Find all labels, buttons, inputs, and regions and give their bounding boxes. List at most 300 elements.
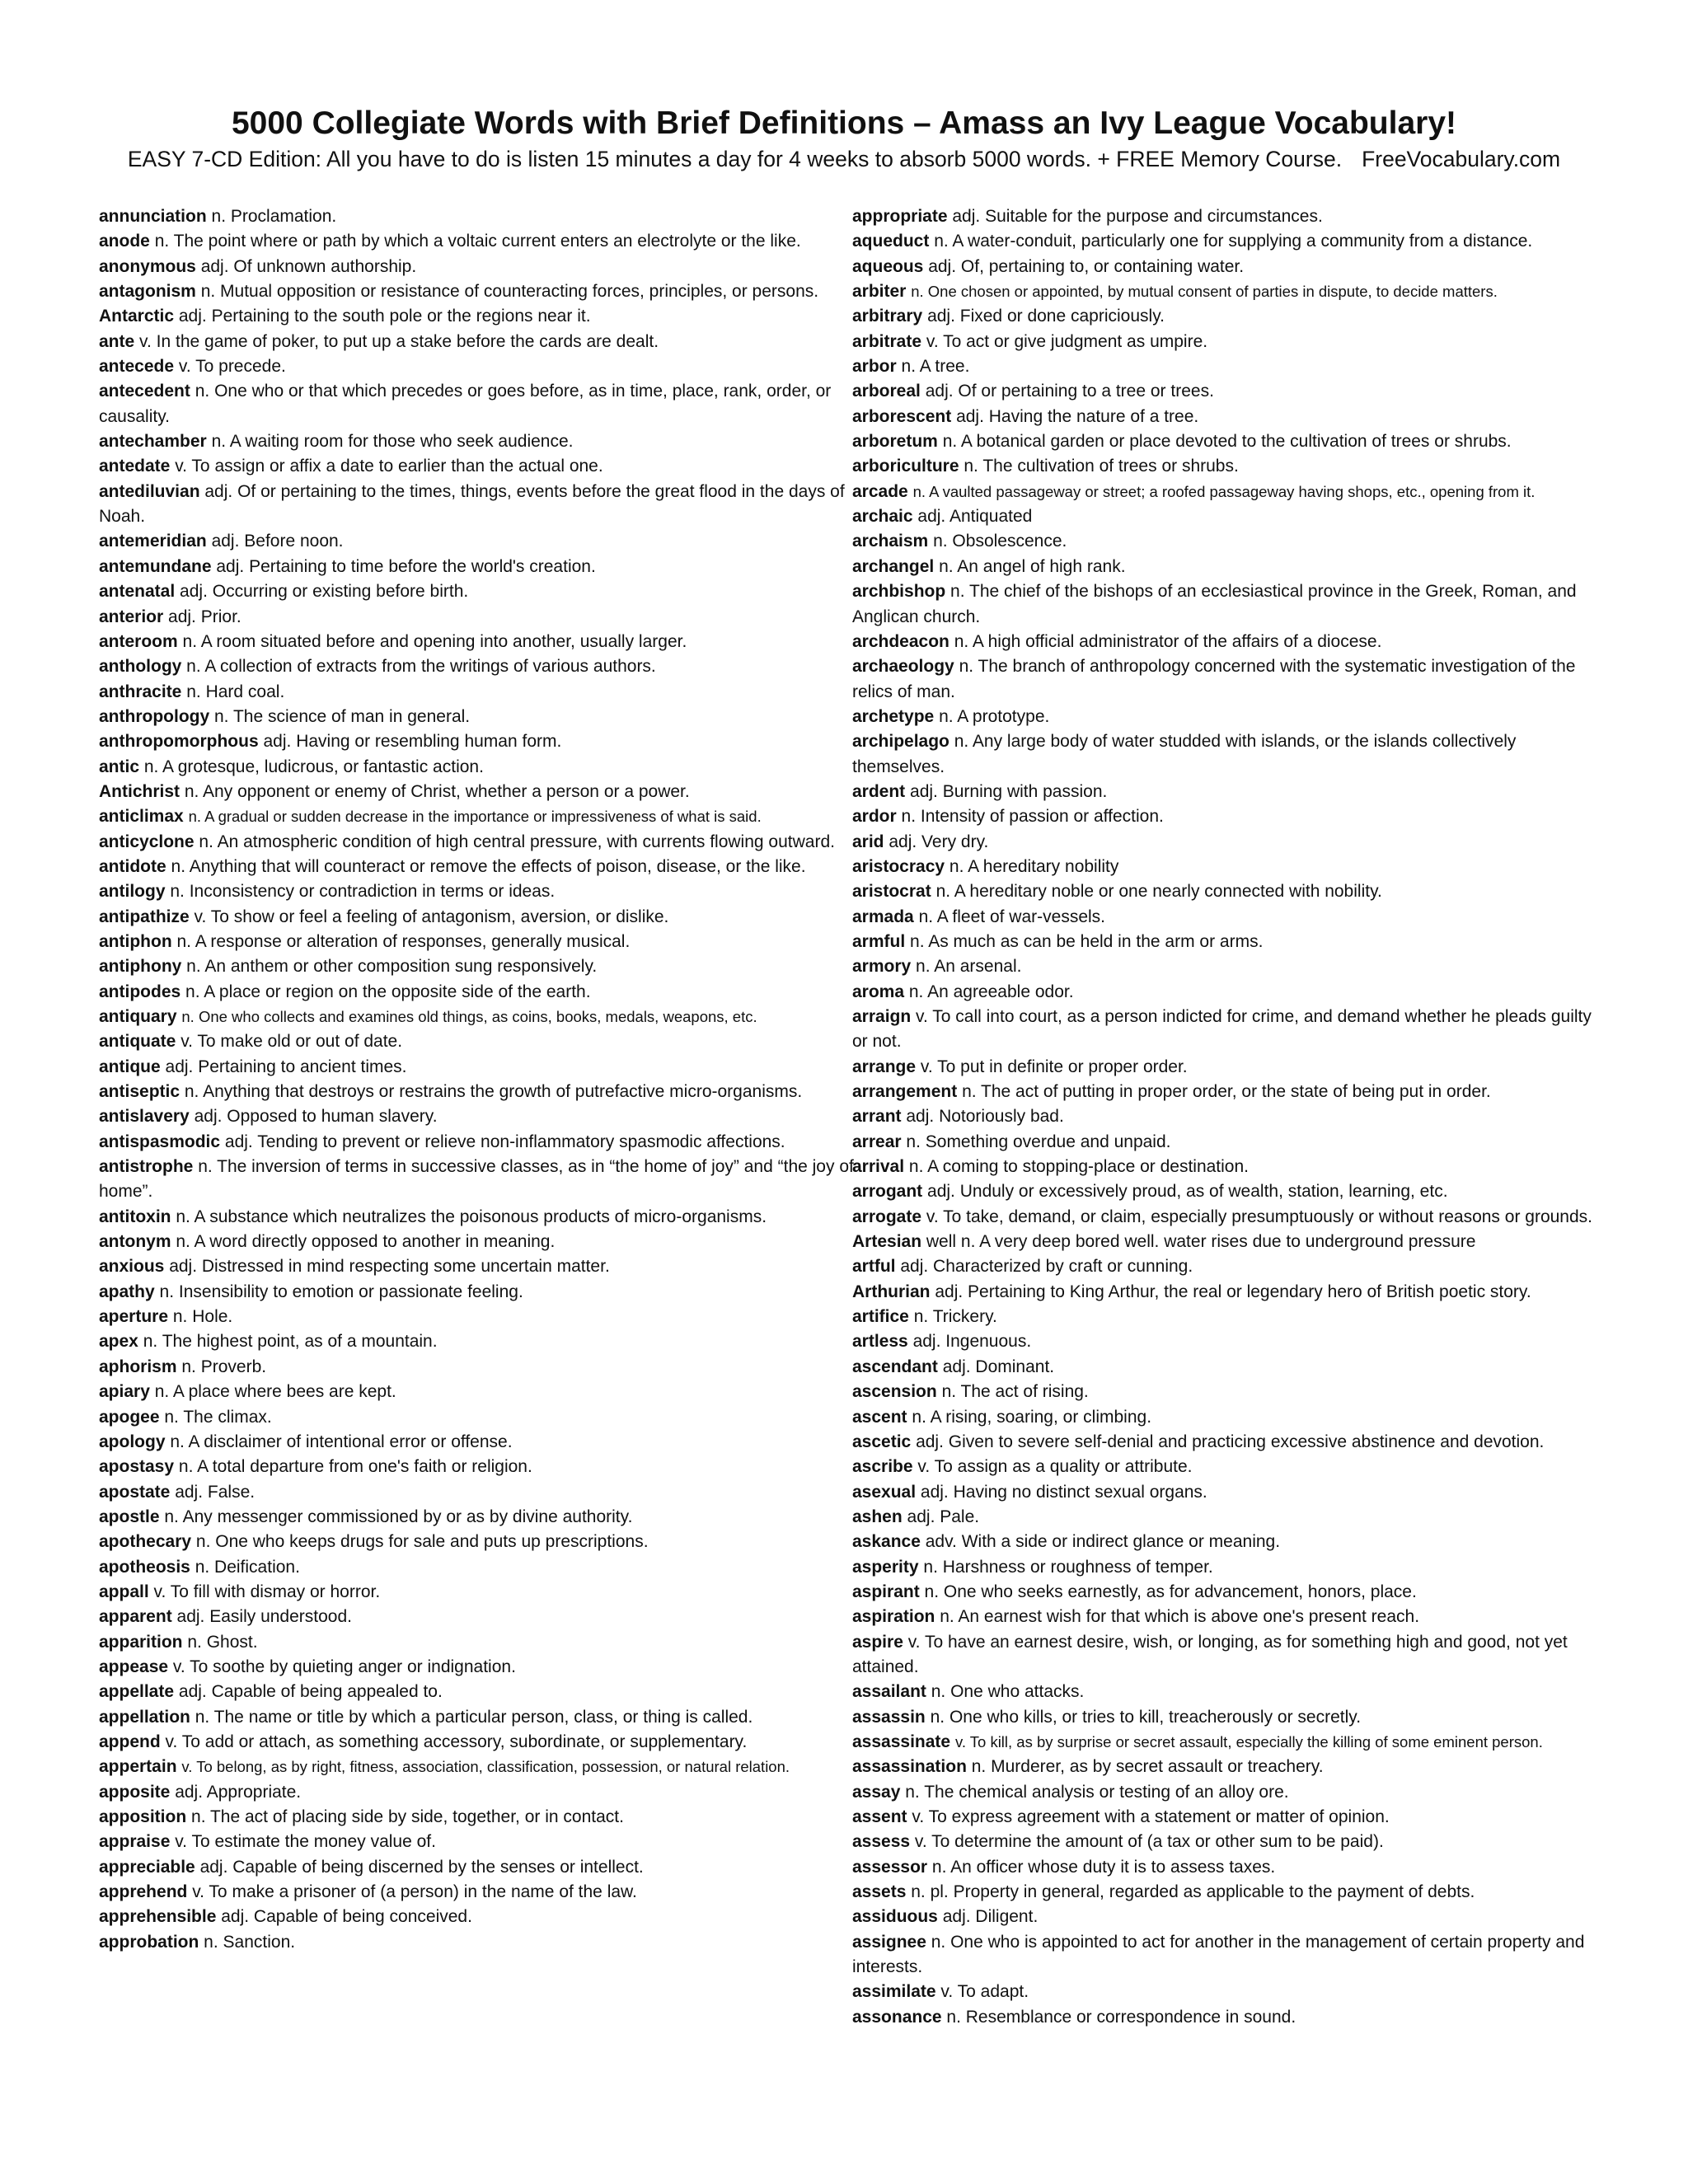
- entry-word: ascendant: [852, 1357, 938, 1376]
- dictionary-entry: [852, 1305, 1594, 1329]
- dictionary-entry: [99, 830, 865, 855]
- entry-word: arborescent: [852, 406, 952, 426]
- dictionary-entry: [852, 1580, 1594, 1605]
- entry-word: ashen: [852, 1507, 903, 1526]
- dictionary-entry: [99, 529, 865, 554]
- entry-definition: n. The inversion of terms in successive classes, as in “the home of joy” and “the joy of home”.: [99, 1157, 854, 1202]
- entry-word: apparent: [99, 1607, 172, 1627]
- entry-word: apprehensible: [99, 1907, 217, 1927]
- entry-definition: adj. Distressed in mind respecting some uncertain matter.: [169, 1257, 610, 1277]
- entry-definition: n. The science of man in general.: [214, 706, 471, 726]
- entry-definition: n. The act of rising.: [941, 1382, 1089, 1402]
- entry-word: appall: [99, 1582, 149, 1601]
- entry-word: ante: [99, 331, 135, 351]
- entry-word: antediluvian: [99, 481, 200, 501]
- entry-word: aspiration: [852, 1607, 935, 1627]
- dictionary-entry: [852, 1905, 1594, 1929]
- entry-definition: n. Sanction.: [204, 1932, 296, 1952]
- entry-word: antemeridian: [99, 532, 207, 551]
- dictionary-entry: [852, 354, 1594, 379]
- entry-word: antiseptic: [99, 1082, 181, 1102]
- dictionary-entry: [99, 379, 865, 429]
- entry-word: arboretum: [852, 432, 938, 452]
- entry-word: apostasy: [99, 1457, 175, 1477]
- dictionary-entry: [99, 1530, 865, 1554]
- entry-definition: n. A word directly opposed to another in meaning.: [176, 1232, 556, 1252]
- entry-word: arrogant: [852, 1182, 923, 1202]
- entry-definition: n. A tree.: [901, 357, 970, 377]
- entry-definition: n. Any large body of water studded with islands, or the islands collectively themselves.: [852, 732, 1517, 776]
- dictionary-entry: [99, 1680, 865, 1704]
- entry-word: assess: [852, 1832, 911, 1852]
- entry-definition: well n. A very deep bored well. water rises due to underground pressure: [926, 1232, 1476, 1252]
- entry-definition: n. A prototype.: [939, 706, 1050, 726]
- entry-definition: v. To make old or out of date.: [181, 1032, 403, 1052]
- entry-definition: n. A rising, soaring, or climbing.: [912, 1407, 1152, 1427]
- entry-word: antique: [99, 1057, 161, 1076]
- dictionary-entry: [852, 830, 1594, 855]
- dictionary-entry: [99, 579, 865, 604]
- entry-word: anteroom: [99, 631, 178, 651]
- dictionary-entry: [99, 1855, 865, 1880]
- entry-definition: adj. Pertaining to ancient times.: [165, 1057, 407, 1076]
- dictionary-entry: [99, 354, 865, 379]
- entry-word: apposite: [99, 1782, 171, 1802]
- dictionary-entry: [852, 1930, 1594, 1980]
- dictionary-entry: [99, 1555, 865, 1580]
- entry-word: asperity: [852, 1557, 919, 1577]
- entry-definition: n. A grotesque, ludicrous, or fantastic action.: [143, 757, 484, 776]
- dictionary-entry: [852, 1680, 1594, 1704]
- dictionary-entry: [99, 1905, 865, 1929]
- dictionary-entry: [852, 1230, 1594, 1254]
- dictionary-entry: [99, 229, 865, 254]
- entry-word: archaeology: [852, 657, 954, 677]
- entry-definition: adj. Pale.: [907, 1507, 980, 1526]
- entry-word: antecede: [99, 357, 175, 377]
- dictionary-entry: [852, 1730, 1594, 1755]
- entry-word: archbishop: [852, 582, 946, 602]
- entry-word: aperture: [99, 1307, 169, 1327]
- dictionary-entry: [99, 729, 865, 754]
- entry-word: antitoxin: [99, 1207, 171, 1226]
- entry-definition: n. A substance which neutralizes the poisonous products of micro-organisms.: [176, 1207, 767, 1226]
- dictionary-entry: [99, 680, 865, 705]
- entry-word: antedate: [99, 457, 171, 476]
- entry-word: antislavery: [99, 1107, 190, 1127]
- entry-word: aristocrat: [852, 882, 931, 902]
- entry-word: anticyclone: [99, 832, 195, 851]
- dictionary-entry: [99, 1455, 865, 1479]
- entry-definition: v. To make a prisoner of (a person) in the name of the law.: [192, 1882, 637, 1902]
- dictionary-entry: [99, 1655, 865, 1680]
- entry-definition: n. Hard coal.: [186, 682, 285, 701]
- entry-word: assonance: [852, 2007, 942, 2027]
- entry-word: anthropology: [99, 706, 210, 726]
- entry-definition: n. A place or region on the opposite side of the earth.: [185, 982, 591, 1001]
- dictionary-entry: [852, 1980, 1594, 2004]
- dictionary-entry: [852, 1880, 1594, 1905]
- dictionary-entry: [852, 980, 1594, 1005]
- entry-definition: v. To assign or affix a date to earlier than the actual one.: [175, 457, 603, 476]
- entry-word: apostate: [99, 1482, 171, 1502]
- entry-word: Artesian: [852, 1232, 922, 1252]
- dictionary-entry: [852, 1405, 1594, 1430]
- entry-word: arbitrary: [852, 307, 923, 326]
- entry-definition: n. One who or that which precedes or goes before, as in time, place, rank, order, or causality.: [99, 382, 832, 426]
- entry-word: apposition: [99, 1807, 187, 1826]
- entry-definition: n. One chosen or appointed, by mutual consent of parties in dispute, to decide matters.: [911, 283, 1498, 301]
- dictionary-entry: [852, 1005, 1594, 1055]
- entry-word: armful: [852, 931, 906, 951]
- entry-definition: n. A botanical garden or place devoted to the cultivation of trees or shrubs.: [942, 432, 1512, 452]
- entry-word: assassinate: [852, 1732, 951, 1751]
- entry-definition: n. An anthem or other composition sung responsively.: [186, 957, 598, 977]
- entry-definition: adj. Of unknown authorship.: [200, 256, 417, 276]
- dictionary-entry: [99, 279, 865, 304]
- entry-word: append: [99, 1732, 161, 1751]
- dictionary-entry: [852, 905, 1594, 930]
- entry-definition: n. Mutual opposition or resistance of counteracting forces, principles, or persons.: [200, 282, 819, 302]
- dictionary-entry: [99, 1755, 865, 1779]
- dictionary-entry: [852, 330, 1594, 354]
- entry-definition: n. A room situated before and opening into another, usually larger.: [182, 631, 687, 651]
- entry-definition: n. Harshness or roughness of temper.: [923, 1557, 1213, 1577]
- entry-definition: n. Obsolescence.: [933, 532, 1067, 551]
- dictionary-entry: [852, 1755, 1594, 1779]
- entry-definition: n. A hereditary noble or one nearly connected with nobility.: [935, 882, 1382, 902]
- dictionary-entry: [99, 1580, 865, 1605]
- dictionary-entry: [852, 630, 1594, 654]
- dictionary-entry: [99, 954, 865, 979]
- entry-definition: adj. False.: [175, 1482, 256, 1502]
- dictionary-entry: [852, 1455, 1594, 1479]
- entry-definition: n. An earnest wish for that which is above one's present reach.: [940, 1607, 1420, 1627]
- entry-definition: n. A total departure from one's faith or religion.: [178, 1457, 532, 1477]
- dictionary-entry: [852, 1555, 1594, 1580]
- entry-definition: n. One who collects and examines old things, as coins, books, medals, weapons, etc.: [181, 1008, 757, 1025]
- entry-word: assimilate: [852, 1982, 936, 2002]
- dictionary-entry: [99, 1880, 865, 1905]
- entry-definition: n. A high official administrator of the affairs of a diocese.: [954, 631, 1382, 651]
- entry-definition: v. To adapt.: [940, 1982, 1029, 2002]
- entry-word: apotheosis: [99, 1557, 190, 1577]
- dictionary-entry: [852, 1855, 1594, 1880]
- dictionary-entry: [852, 529, 1594, 554]
- dictionary-entry: [99, 780, 865, 804]
- entry-word: antecedent: [99, 382, 190, 401]
- entry-word: arrear: [852, 1132, 902, 1151]
- dictionary-entry: [852, 1179, 1594, 1204]
- entry-word: antemundane: [99, 556, 212, 576]
- entry-word: assignee: [852, 1932, 926, 1952]
- entry-word: apparition: [99, 1632, 183, 1652]
- entry-word: apprehend: [99, 1882, 188, 1902]
- entry-word: apathy: [99, 1282, 155, 1301]
- entry-word: ascribe: [852, 1457, 913, 1477]
- dictionary-entry: [852, 1805, 1594, 1830]
- entry-definition: adj. Unduly or excessively proud, as of wealth, station, learning, etc.: [927, 1182, 1448, 1202]
- entry-word: antispasmodic: [99, 1132, 221, 1151]
- entry-word: apology: [99, 1432, 166, 1451]
- dictionary-entry: [852, 954, 1594, 979]
- dictionary-entry: [852, 1080, 1594, 1104]
- entry-word: antiquary: [99, 1007, 177, 1026]
- entry-definition: v. To soothe by quieting anger or indignation.: [172, 1657, 516, 1676]
- entry-definition: v. To add or attach, as something accessory, subordinate, or supplementary.: [165, 1732, 748, 1751]
- entry-word: anticlimax: [99, 807, 184, 827]
- entry-word: apex: [99, 1332, 138, 1352]
- entry-word: assessor: [852, 1857, 928, 1877]
- entry-definition: n. Trickery.: [913, 1307, 997, 1327]
- entry-word: anonymous: [99, 256, 196, 276]
- entry-word: assiduous: [852, 1907, 938, 1927]
- subtitle-text: EASY 7-CD Edition: All you have to do is listen 15 minutes a day for 4 weeks to absorb 5000 words. + FREE Memory Course.: [127, 147, 1343, 171]
- dictionary-entry: [852, 1355, 1594, 1380]
- entry-definition: n. A disclaimer of intentional error or offense.: [170, 1432, 513, 1451]
- entry-definition: n. Ghost.: [187, 1632, 258, 1652]
- site-link[interactable]: FreeVocabulary.com: [1362, 147, 1561, 171]
- dictionary-entry: [99, 855, 865, 879]
- entry-definition: n. Hole.: [172, 1307, 233, 1327]
- entry-definition: v. To belong, as by right, fitness, association, classification, possession, or natural relation.: [181, 1758, 790, 1776]
- entry-word: approbation: [99, 1932, 199, 1952]
- entry-word: aroma: [852, 982, 905, 1001]
- entry-definition: adj. Opposed to human slavery.: [194, 1107, 438, 1127]
- entry-word: aphorism: [99, 1357, 177, 1376]
- entry-definition: adj. Burning with passion.: [910, 781, 1108, 801]
- entry-word: annunciation: [99, 207, 207, 226]
- entry-definition: n. A hereditary nobility: [949, 856, 1119, 876]
- entry-definition: n. One who seeks earnestly, as for advancement, honors, place.: [924, 1582, 1417, 1601]
- entry-definition: adj. Occurring or existing before birth.: [180, 582, 469, 602]
- entry-definition: n. One who kills, or tries to kill, treacherously or secretly.: [930, 1707, 1362, 1727]
- entry-definition: n. The branch of anthropology concerned with the systematic investigation of the relics of man.: [852, 657, 1576, 701]
- entry-word: anthropomorphous: [99, 732, 259, 752]
- entry-word: arrival: [852, 1157, 905, 1177]
- dictionary-entry: [99, 1280, 865, 1305]
- entry-word: ascetic: [852, 1432, 912, 1451]
- entry-definition: n. An atmospheric condition of high central pressure, with currents flowing outward.: [199, 832, 835, 851]
- dictionary-entry: [852, 1605, 1594, 1629]
- entry-word: arboreal: [852, 382, 921, 401]
- dictionary-entry: [99, 1380, 865, 1404]
- entry-definition: n. A vaulted passageway or street; a roofed passageway having shops, etc., opening from it.: [912, 482, 1536, 500]
- entry-word: antipathize: [99, 907, 190, 926]
- entry-word: apothecary: [99, 1532, 192, 1552]
- entry-definition: adj. Having the nature of a tree.: [956, 406, 1199, 426]
- dictionary-entry: [852, 1055, 1594, 1080]
- dictionary-entry: [99, 204, 865, 229]
- entry-word: archangel: [852, 556, 935, 576]
- entry-word: arbiter: [852, 282, 907, 302]
- dictionary-entry: [852, 1130, 1594, 1155]
- entry-word: assay: [852, 1782, 901, 1802]
- entry-word: appreciable: [99, 1857, 195, 1877]
- entry-definition: adj. Appropriate.: [175, 1782, 302, 1802]
- entry-definition: v. To estimate the money value of.: [175, 1832, 436, 1852]
- dictionary-entry: [852, 2005, 1594, 2030]
- dictionary-entry: [852, 855, 1594, 879]
- entry-definition: v. To precede.: [178, 357, 286, 377]
- entry-word: ardent: [852, 781, 906, 801]
- entry-definition: n. Any messenger commissioned by or as by divine authority.: [164, 1507, 633, 1526]
- entry-definition: n. The point where or path by which a voltaic current enters an electrolyte or the like.: [154, 232, 801, 251]
- entry-definition: n. pl. Property in general, regarded as applicable to the payment of debts.: [911, 1882, 1475, 1902]
- entry-definition: n. The chemical analysis or testing of an alloy ore.: [905, 1782, 1289, 1802]
- dictionary-entry: [852, 255, 1594, 279]
- dictionary-entry: [852, 1380, 1594, 1404]
- entry-definition: n. Inconsistency or contradiction in terms or ideas.: [170, 882, 556, 902]
- dictionary-entry: [852, 1430, 1594, 1455]
- entry-word: antilogy: [99, 882, 166, 902]
- entry-definition: n. The cultivation of trees or shrubs.: [964, 457, 1239, 476]
- entry-word: archaism: [852, 532, 929, 551]
- entry-definition: n. Any opponent or enemy of Christ, whether a person or a power.: [184, 781, 690, 801]
- entry-word: Antarctic: [99, 307, 175, 326]
- dictionary-entry: [99, 1005, 865, 1029]
- entry-word: Arthurian: [852, 1282, 931, 1301]
- dictionary-entry: [852, 729, 1594, 780]
- dictionary-entry: [99, 1705, 865, 1730]
- entry-definition: v. To kill, as by surprise or secret assault, especially the killing of some eminent person.: [954, 1732, 1543, 1750]
- dictionary-entry: [99, 905, 865, 930]
- entry-word: arbitrate: [852, 331, 922, 351]
- entry-word: assets: [852, 1882, 907, 1902]
- entry-definition: v. To fill with dismay or horror.: [153, 1582, 381, 1601]
- entry-word: anxious: [99, 1257, 165, 1277]
- entry-definition: adj. Given to severe self-denial and practicing excessive abstinence and devotion.: [916, 1432, 1545, 1451]
- dictionary-entry: [852, 429, 1594, 454]
- dictionary-entry: [99, 930, 865, 954]
- dictionary-entry: [852, 1155, 1594, 1179]
- dictionary-entry: [99, 879, 865, 904]
- entry-word: arcade: [852, 481, 908, 501]
- entry-definition: adj. Diligent.: [942, 1907, 1039, 1927]
- entry-word: archdeacon: [852, 631, 950, 651]
- entry-word: appellate: [99, 1682, 175, 1702]
- entry-definition: adj. Prior.: [168, 607, 241, 626]
- dictionary-entry: [99, 1055, 865, 1080]
- entry-word: arrangement: [852, 1082, 958, 1102]
- entry-definition: n. The act of putting in proper order, or the state of being put in order.: [962, 1082, 1491, 1102]
- entry-word: assent: [852, 1807, 907, 1826]
- entry-definition: adj. Tending to prevent or relieve non-inflammatory spasmodic affections.: [224, 1132, 785, 1151]
- entry-definition: adj. Antiquated: [917, 507, 1033, 527]
- dictionary-entry: [852, 780, 1594, 804]
- entry-definition: v. To determine the amount of (a tax or other sum to be paid).: [914, 1832, 1384, 1852]
- entry-definition: n. A waiting room for those who seek audience.: [211, 432, 574, 452]
- dictionary-entry: [852, 379, 1594, 404]
- entry-word: archaic: [852, 507, 913, 527]
- dictionary-entry: [852, 1254, 1594, 1279]
- entry-definition: adj. Of or pertaining to the times, things, events before the great flood in the days of Noah.: [99, 481, 845, 527]
- entry-definition: v. To put in definite or proper order.: [920, 1057, 1188, 1076]
- entry-definition: adj. Fixed or done capriciously.: [927, 307, 1165, 326]
- entry-word: appraise: [99, 1832, 171, 1852]
- entry-definition: n. The highest point, as of a mountain.: [143, 1332, 438, 1352]
- dictionary-entry: [99, 1480, 865, 1505]
- entry-word: armory: [852, 957, 912, 977]
- entry-word: antiquate: [99, 1032, 176, 1052]
- dictionary-entry: [99, 654, 865, 679]
- entry-definition: adj. Capable of being discerned by the senses or intellect.: [199, 1857, 644, 1877]
- entry-word: appertain: [99, 1757, 177, 1777]
- entry-word: antenatal: [99, 582, 176, 602]
- dictionary-entry: [852, 454, 1594, 479]
- entry-word: anterior: [99, 607, 164, 626]
- entry-definition: n. An arsenal.: [916, 957, 1022, 977]
- entry-word: armada: [852, 907, 914, 926]
- dictionary-entry: [99, 1430, 865, 1455]
- entry-definition: n. An angel of high rank.: [939, 556, 1126, 576]
- entry-definition: adj. Characterized by craft or cunning.: [900, 1257, 1193, 1277]
- entry-definition: v. To express agreement with a statement or matter of opinion.: [912, 1807, 1390, 1826]
- page-title: 5000 Collegiate Words with Brief Definitions – Amass an Ivy League Vocabulary!: [231, 105, 1457, 141]
- entry-definition: n. One who is appointed to act for another in the management of certain property and interests.: [852, 1932, 1585, 1977]
- entry-word: assassin: [852, 1707, 926, 1727]
- entry-word: antiphon: [99, 931, 172, 951]
- dictionary-entry: [99, 980, 865, 1005]
- entry-definition: n. Proverb.: [181, 1357, 267, 1376]
- dictionary-entry: [99, 630, 865, 654]
- entry-word: anthracite: [99, 682, 182, 701]
- dictionary-entry: [99, 1205, 865, 1230]
- left-column: [99, 204, 865, 1955]
- entry-definition: adj. Ingenuous.: [912, 1332, 1032, 1352]
- dictionary-entry: [852, 1329, 1594, 1354]
- entry-definition: adj. Notoriously bad.: [906, 1107, 1064, 1127]
- dictionary-entry: [852, 1480, 1594, 1505]
- dictionary-entry: [99, 480, 865, 530]
- dictionary-entry: [852, 1280, 1594, 1305]
- dictionary-entry: [99, 454, 865, 479]
- entry-word: artifice: [852, 1307, 909, 1327]
- dictionary-entry: [99, 1254, 865, 1279]
- entry-definition: n. One who attacks.: [931, 1682, 1085, 1702]
- entry-definition: adj. Of, pertaining to, or containing water.: [928, 256, 1245, 276]
- dictionary-entry: [99, 555, 865, 579]
- entry-definition: v. To act or give judgment as umpire.: [926, 331, 1208, 351]
- entry-word: ascension: [852, 1382, 937, 1402]
- entry-word: antipodes: [99, 982, 181, 1001]
- dictionary-entry: [99, 1355, 865, 1380]
- dictionary-entry: [99, 1830, 865, 1854]
- entry-word: artful: [852, 1257, 896, 1277]
- entry-definition: v. To have an earnest desire, wish, or longing, as for something high and good, not yet attained.: [852, 1632, 1568, 1676]
- entry-definition: n. Deification.: [195, 1557, 300, 1577]
- entry-word: arid: [852, 832, 884, 851]
- dictionary-entry: [99, 1155, 865, 1205]
- entry-word: antiphony: [99, 957, 182, 977]
- dictionary-entry: [852, 504, 1594, 529]
- entry-word: arboriculture: [852, 457, 959, 476]
- entry-definition: n. An officer whose duty it is to assess taxes.: [931, 1857, 1276, 1877]
- entry-definition: n. A fleet of war-vessels.: [918, 907, 1105, 926]
- entry-word: asexual: [852, 1482, 917, 1502]
- entry-definition: n. As much as can be held in the arm or arms.: [910, 931, 1264, 951]
- entry-definition: adj. Very dry.: [889, 832, 989, 851]
- entry-definition: n. A gradual or sudden decrease in the importance or impressiveness of what is said.: [188, 808, 762, 826]
- entry-definition: adj. Dominant.: [942, 1357, 1055, 1376]
- entry-word: aqueous: [852, 256, 924, 276]
- dictionary-entry: [852, 229, 1594, 254]
- entry-definition: n. Anything that destroys or restrains the growth of putrefactive micro-organisms.: [184, 1082, 803, 1102]
- dictionary-entry: [99, 605, 865, 630]
- entry-word: Antichrist: [99, 781, 181, 801]
- entry-definition: adj. Capable of being conceived.: [221, 1907, 472, 1927]
- dictionary-entry: [852, 654, 1594, 705]
